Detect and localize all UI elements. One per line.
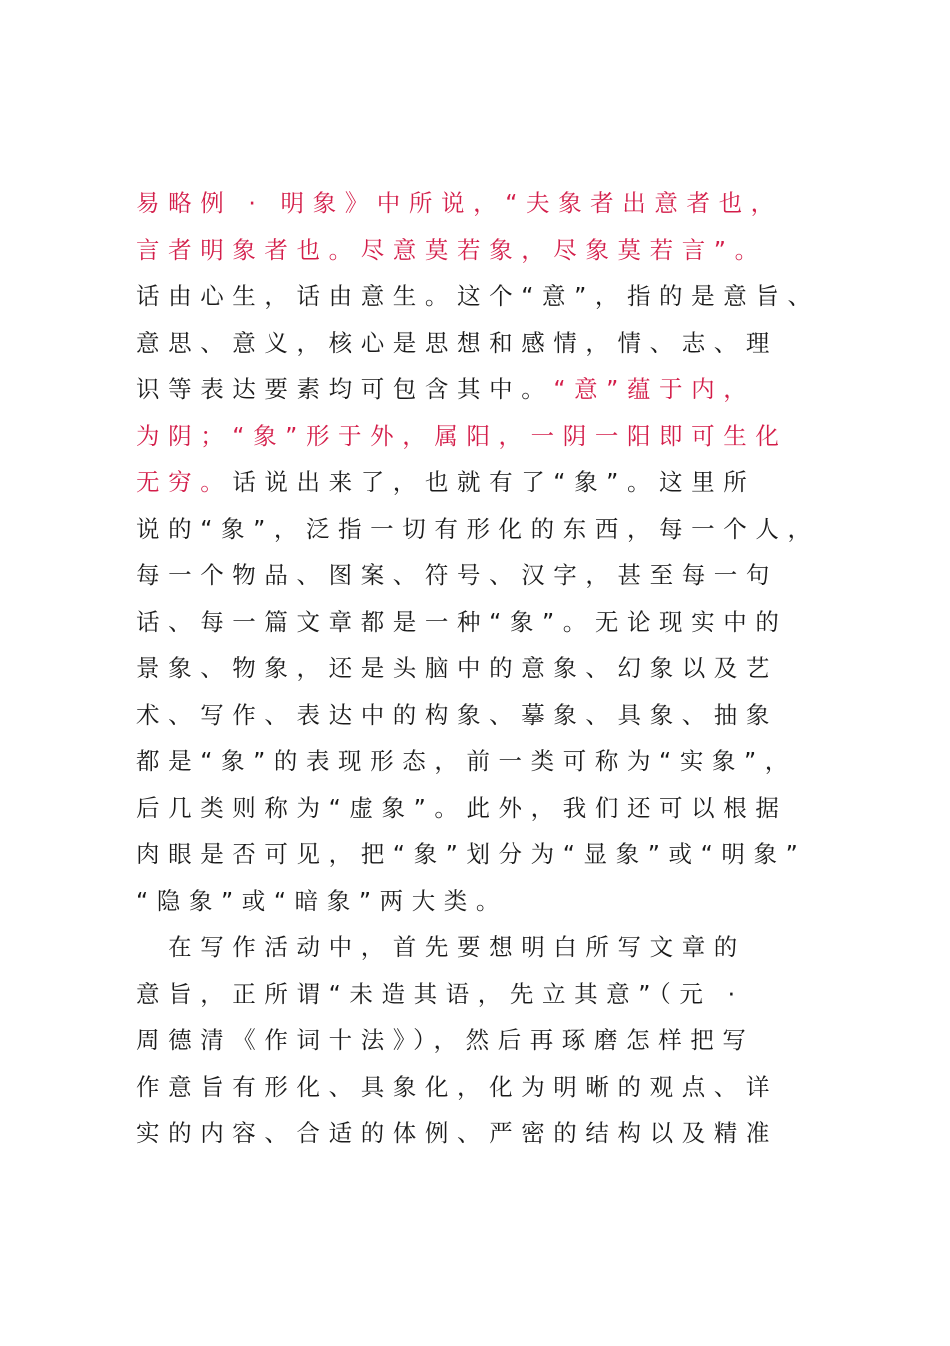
text-line-14	[136, 785, 836, 832]
highlighted-text: 言者明象者也。尽意莫若象，尽象莫若言”。	[136, 235, 767, 264]
body-text-span: 意旨，正所谓“未造其语，先立其意”（元 ·	[136, 979, 744, 1008]
body-text-span: 话、每一篇文章都是一种“象”。无论现实中的	[136, 607, 788, 636]
text-line-19	[136, 1017, 836, 1064]
text-line-16	[136, 878, 836, 925]
paragraph-start: 在写作活动中，首先要想明白所写文章的	[136, 933, 746, 961]
text-line-6	[136, 413, 836, 460]
body-text-span: 话由心生，话由意生。这个“意”，指的是意旨、	[136, 282, 820, 310]
text-line-12	[136, 692, 836, 739]
body-text-span: 识等表达要素均可包含其中。	[136, 375, 554, 403]
body-text-span: 实的内容、合适的体例、严密的结构以及精准	[136, 1119, 778, 1147]
text-line-4	[136, 320, 836, 367]
highlighted-text: 易略例 · 明象》中所说，“夫象者出意者也，	[136, 189, 783, 217]
text-line-7	[136, 459, 836, 506]
highlighted-text: “意”蕴于内，	[553, 375, 756, 403]
text-line-10	[136, 599, 836, 646]
body-text-span: 都是“象”的表现形态，前一类可称为“实象”，	[136, 747, 797, 775]
text-line-3	[136, 273, 836, 320]
text-line-21	[136, 1110, 836, 1157]
highlighted-text: 无穷。	[136, 468, 233, 496]
body-text-span: 肉眼是否可见，把“象”划分为“显象”或“明象”	[136, 840, 807, 868]
text-line-18	[136, 971, 836, 1018]
body-text-span: 景象、物象，还是头脑中的意象、幻象以及艺	[136, 654, 778, 682]
body-text-span: 术、写作、表达中的构象、摹象、具象、抽象	[136, 700, 778, 729]
text-line-8	[136, 506, 836, 553]
highlighted-text: 为阴；“象”形于外，属阳，一阴一阳即可生化	[136, 421, 788, 450]
text-line-1	[136, 180, 836, 227]
text-line-15	[136, 831, 836, 878]
text-line-20	[136, 1064, 836, 1111]
body-text-span: “隐象”或“暗象”两大类。	[136, 886, 508, 915]
body-text	[136, 180, 836, 1157]
text-line-5	[136, 366, 836, 413]
body-text-span: 说的“象”，泛指一切有形化的东西，每一个人，	[136, 514, 820, 543]
body-text-span: 后几类则称为“虚象”。此外，我们还可以根据	[136, 793, 788, 822]
text-line-13	[136, 738, 836, 785]
body-text-span: 作意旨有形化、具象化，化为明晰的观点、详	[136, 1072, 778, 1101]
body-text-span: 周德清《作词十法》），然后再琢磨怎样把写	[136, 1026, 755, 1054]
body-text-span: 每一个物品、图案、符号、汉字，甚至每一句	[136, 561, 778, 589]
text-line-11	[136, 645, 836, 692]
text-line-2	[136, 227, 836, 274]
body-text-span: 话说出来了，也就有了“象”。这里所	[232, 468, 756, 496]
text-line-17	[136, 924, 836, 971]
text-line-9	[136, 552, 836, 599]
body-text-span: 意思、意义，核心是思想和感情，情、志、理	[136, 328, 778, 357]
